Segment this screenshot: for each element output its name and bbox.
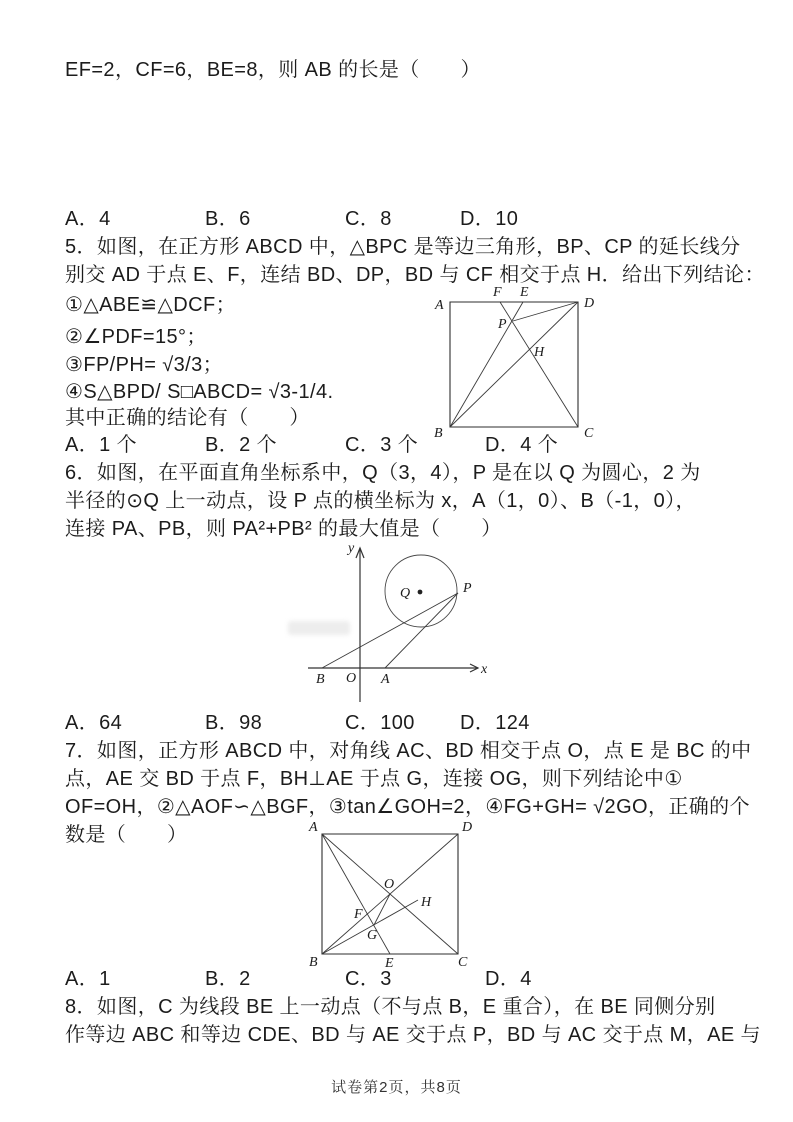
point-label-g: G xyxy=(367,928,378,943)
option-d: D．4 个 xyxy=(485,434,559,456)
option-b: B．2 个 xyxy=(205,434,278,456)
vertex-label-d: D xyxy=(584,296,595,311)
question-5-item2: ②∠PDF=15°； xyxy=(65,326,207,348)
question-6-line1: 6．如图，在平面直角坐标系中，Q（3，4），P 是在以 Q 为圆心，2 为 xyxy=(65,462,701,484)
point-label-h: H xyxy=(421,895,432,910)
question-5-item3: ③FP/PH= √3/3； xyxy=(65,354,224,376)
question-7-line2: 点，AE 交 BD 于点 F，BH⊥AE 于点 G，连接 OG，则下列结论中① xyxy=(65,768,683,790)
segment-a-p xyxy=(385,593,458,668)
axis-label-y: y xyxy=(348,541,355,556)
point-label-f: F xyxy=(493,285,502,300)
segment-b-h xyxy=(322,900,418,954)
segment-c-f xyxy=(500,302,578,427)
vertex-label-b: B xyxy=(309,955,318,970)
vertex-label-c: C xyxy=(584,426,594,441)
question-8-line2: 作等边 ABC 和等边 CDE、BD 与 AE 交于点 P，BD 与 AC 交于点 M，AE 与 xyxy=(65,1024,761,1046)
option-b: B．6 xyxy=(205,208,251,230)
question-7-options xyxy=(0,966,793,992)
question-7-line4: 数是（ ） xyxy=(65,824,188,846)
question-4-options xyxy=(0,206,793,232)
point-label-h: H xyxy=(534,345,545,360)
vertex-label-d: D xyxy=(462,820,473,835)
question-6-line2: 半径的⊙Q 上一动点，设 P 点的横坐标为 x，A（1，0）、B（-1，0）， xyxy=(65,490,696,512)
point-label-o: O xyxy=(384,877,395,892)
point-label-b: B xyxy=(316,672,325,687)
question-8-line1: 8．如图，C 为线段 BE 上一动点（不与点 B，E 重合），在 BE 同侧分别 xyxy=(65,996,716,1018)
point-label-e: E xyxy=(385,956,394,971)
vertex-label-a: A xyxy=(435,298,444,313)
option-d: D．4 xyxy=(485,968,532,990)
question-5-closing: 其中正确的结论有（ ） xyxy=(65,407,310,429)
point-label-p: P xyxy=(498,317,507,332)
point-label-e: E xyxy=(520,285,529,300)
option-a: A．1 xyxy=(65,968,111,990)
vertex-label-b: B xyxy=(434,426,443,441)
vertex-label-c: C xyxy=(458,955,468,970)
question-6-options xyxy=(0,710,793,736)
option-a: A．4 xyxy=(65,208,111,230)
question-7-line1: 7．如图，正方形 ABCD 中，对角线 AC、BD 相交于点 O，点 E 是 BC 的中 xyxy=(65,740,752,762)
option-b: B．2 xyxy=(205,968,251,990)
option-d: D．124 xyxy=(460,712,530,734)
question-4-stem: EF=2，CF=6，BE=8，则 AB 的长是（ ） xyxy=(65,59,481,81)
center-label-q: Q xyxy=(400,586,411,601)
q5-square-figure xyxy=(425,285,605,445)
question-7-line3: OF=OH，②△AOF∽△BGF，③tan∠GOH=2，④FG+GH= √2GO，正确的个 xyxy=(65,796,750,818)
point-label-p: P xyxy=(463,581,472,596)
option-d: D．10 xyxy=(460,208,519,230)
question-5-options xyxy=(0,432,793,458)
point-label-a: A xyxy=(381,672,390,687)
option-a: A．64 xyxy=(65,712,123,734)
q7-square-figure xyxy=(305,820,475,970)
q6-coordinate-figure xyxy=(295,540,495,710)
question-5-line2: 别交 AD 于点 E、F，连结 BD、DP，BD 与 CF 相交于点 H．给出下列结论： xyxy=(65,264,765,286)
option-b: B．98 xyxy=(205,712,263,734)
question-6-line3: 连接 PA、PB，则 PA²+PB² 的最大值是（ ） xyxy=(65,518,502,540)
segment-b-p xyxy=(322,593,458,668)
option-c: C．8 xyxy=(345,208,392,230)
vertex-label-a: A xyxy=(309,820,318,835)
axis-label-x: x xyxy=(481,662,488,677)
option-c: C．3 xyxy=(345,968,392,990)
segment-a-e xyxy=(322,834,390,954)
option-c: C．3 个 xyxy=(345,434,419,456)
question-5-item1: ①△ABE≌△DCF； xyxy=(65,294,236,316)
option-c: C．100 xyxy=(345,712,415,734)
option-a: A．1 个 xyxy=(65,434,138,456)
question-5-item4: ④S△BPD/ S□ABCD= √3-1/4. xyxy=(65,381,334,403)
origin-label-o: O xyxy=(346,671,357,686)
center-q-dot xyxy=(418,590,423,595)
point-label-f: F xyxy=(354,907,363,922)
page-footer: 试卷第2页，共8页 xyxy=(331,1079,462,1096)
question-5-line1: 5．如图，在正方形 ABCD 中，△BPC 是等边三角形，BP、CP 的延长线分 xyxy=(65,236,741,258)
